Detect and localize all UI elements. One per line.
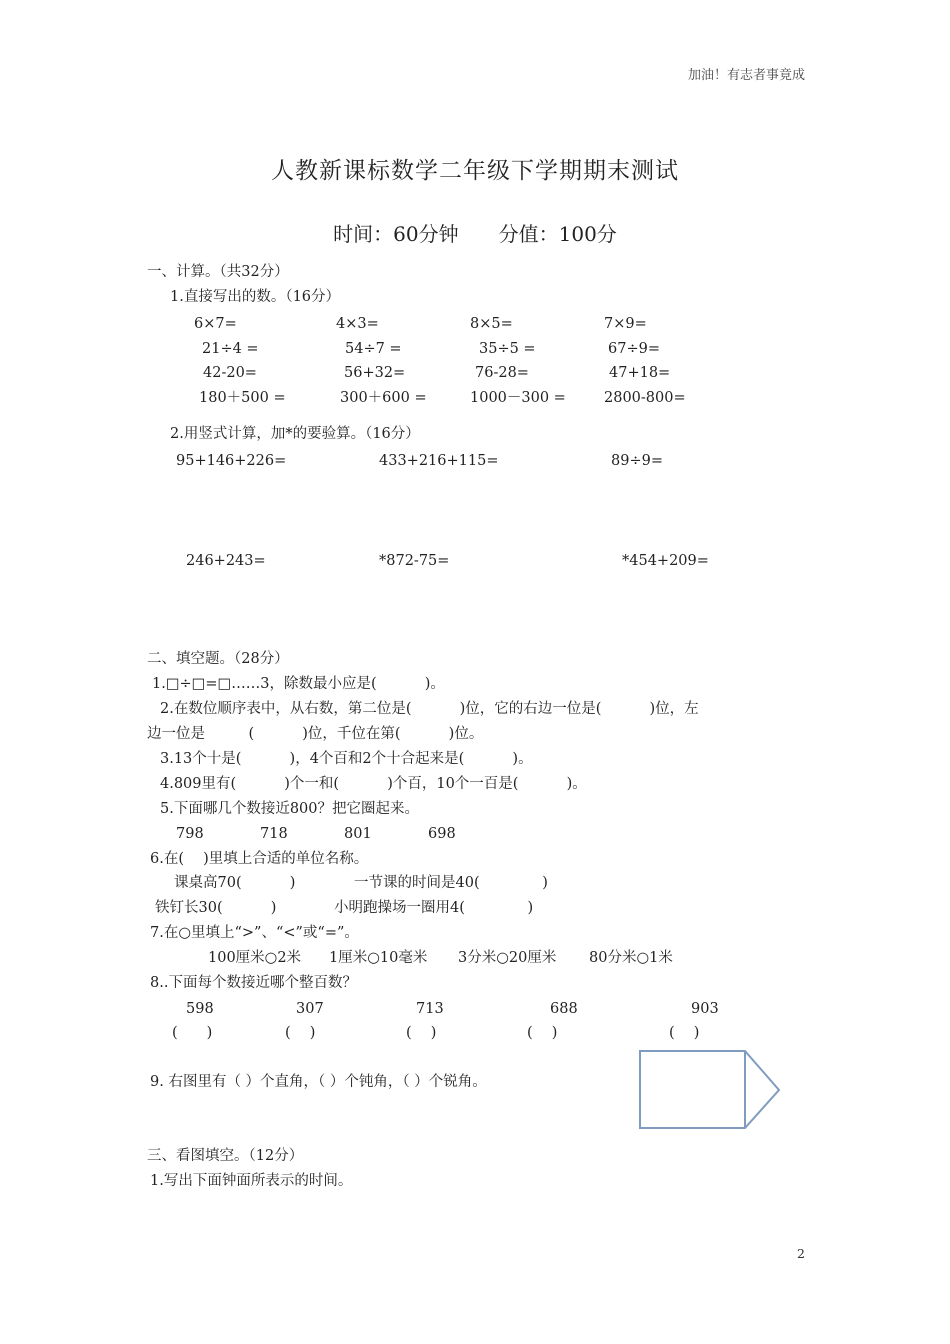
fill-question: 5.下面哪几个数接近800？把它圈起来。	[160, 801, 420, 817]
fill-question: 4.809里有( )个一和( )个百，10个一百是( )。	[160, 776, 587, 792]
exam-info	[0, 222, 950, 246]
calc-item: 180＋500 =	[199, 390, 286, 406]
page-title: 人教新课标数学二年级下学期期末测试	[271, 158, 679, 184]
fill-question: 2.在数位顺序表中，从右数，第二位是( )位，它的右边一位是( )位，左	[160, 701, 699, 717]
number-option: 718	[260, 826, 288, 842]
section1-q1-heading: 1.直接写出的数。（16分）	[170, 289, 341, 305]
unit-item: 课桌高70( )	[174, 875, 296, 891]
fill-question: 边一位是 ( )位，千位在第( )位。	[147, 726, 484, 742]
section1-q2-heading: 2.用竖式计算，加*的要验算。（16分）	[170, 426, 420, 442]
calc-item: 54÷7 =	[345, 341, 402, 357]
answer-blank: ( )	[172, 1025, 213, 1041]
vertical-calc-item: 95+146+226=	[176, 453, 287, 469]
compare-item: 1厘米○10毫米	[329, 950, 428, 966]
exam-score: 分值：100分	[498, 222, 617, 246]
calc-item: 6×7=	[194, 316, 237, 332]
section3-heading: 三、看图填空。（12分）	[147, 1148, 304, 1164]
number-option: 598	[186, 1001, 214, 1017]
fill-question: 3.13个十是( )，4个百和2个十合起来是( )。	[160, 751, 533, 767]
compare-item: 80分米○1米	[589, 950, 673, 966]
calc-item: 47+18=	[609, 365, 671, 381]
compare-item: 3分米○20厘米	[458, 950, 557, 966]
calc-item: 35÷5 =	[479, 341, 536, 357]
pentagon-figure	[637, 1046, 783, 1134]
answer-blank: ( )	[669, 1025, 700, 1041]
fill-question: 8..下面每个数接近哪个整百数？	[150, 975, 357, 991]
exam-time: 时间：60分钟	[333, 222, 459, 246]
answer-blank: ( )	[285, 1025, 316, 1041]
fill-question: 9. 右图里有（ ）个直角，（ ）个钝角，（ ）个锐角。	[150, 1074, 487, 1090]
unit-item: 小明跑操场一圈用4( )	[334, 900, 534, 916]
section3-q1: 1.写出下面钟面所表示的时间。	[150, 1173, 353, 1189]
section1-heading: 一、计算。（共32分）	[147, 264, 289, 280]
compare-item: 100厘米○2米	[208, 950, 302, 966]
answer-blank: ( )	[406, 1025, 437, 1041]
unit-item: 铁钉长30( )	[155, 900, 277, 916]
vertical-calc-item: *454+209=	[622, 553, 709, 569]
fill-question: 1.□÷□=□……3，除数最小应是( )。	[152, 676, 445, 692]
vertical-calc-item: 89÷9=	[611, 453, 663, 469]
calc-item: 1000－300 =	[470, 390, 566, 406]
header-slogan: 加油！有志者事竟成	[687, 68, 805, 83]
vertical-calc-item: 433+216+115=	[379, 453, 499, 469]
calc-item: 4×3=	[336, 316, 379, 332]
number-option: 307	[296, 1001, 324, 1017]
calc-item: 76-28=	[475, 365, 529, 381]
answer-blank: ( )	[527, 1025, 558, 1041]
calc-item: 56+32=	[344, 365, 406, 381]
number-option: 798	[176, 826, 204, 842]
calc-item: 300＋600 =	[340, 390, 427, 406]
vertical-calc-item: *872-75=	[379, 553, 450, 569]
calc-item: 21÷4 =	[202, 341, 259, 357]
number-option: 698	[428, 826, 456, 842]
calc-item: 2800-800=	[604, 390, 686, 406]
fill-question: 6.在( )里填上合适的单位名称。	[150, 851, 369, 867]
fill-question: 7.在○里填上“>”、“<”或“=”。	[150, 925, 359, 941]
calc-item: 42-20=	[203, 365, 257, 381]
number-option: 688	[550, 1001, 578, 1017]
number-option: 903	[691, 1001, 719, 1017]
page-number: 2	[797, 1246, 805, 1261]
section2-heading: 二、填空题。（28分）	[147, 651, 289, 667]
number-option: 713	[416, 1001, 444, 1017]
number-option: 801	[344, 826, 372, 842]
calc-item: 67÷9=	[608, 341, 660, 357]
calc-item: 8×5=	[470, 316, 513, 332]
angle-shape	[640, 1051, 779, 1128]
calc-item: 7×9=	[604, 316, 647, 332]
unit-item: 一节课的时间是40( )	[354, 875, 548, 891]
vertical-calc-item: 246+243=	[186, 553, 266, 569]
